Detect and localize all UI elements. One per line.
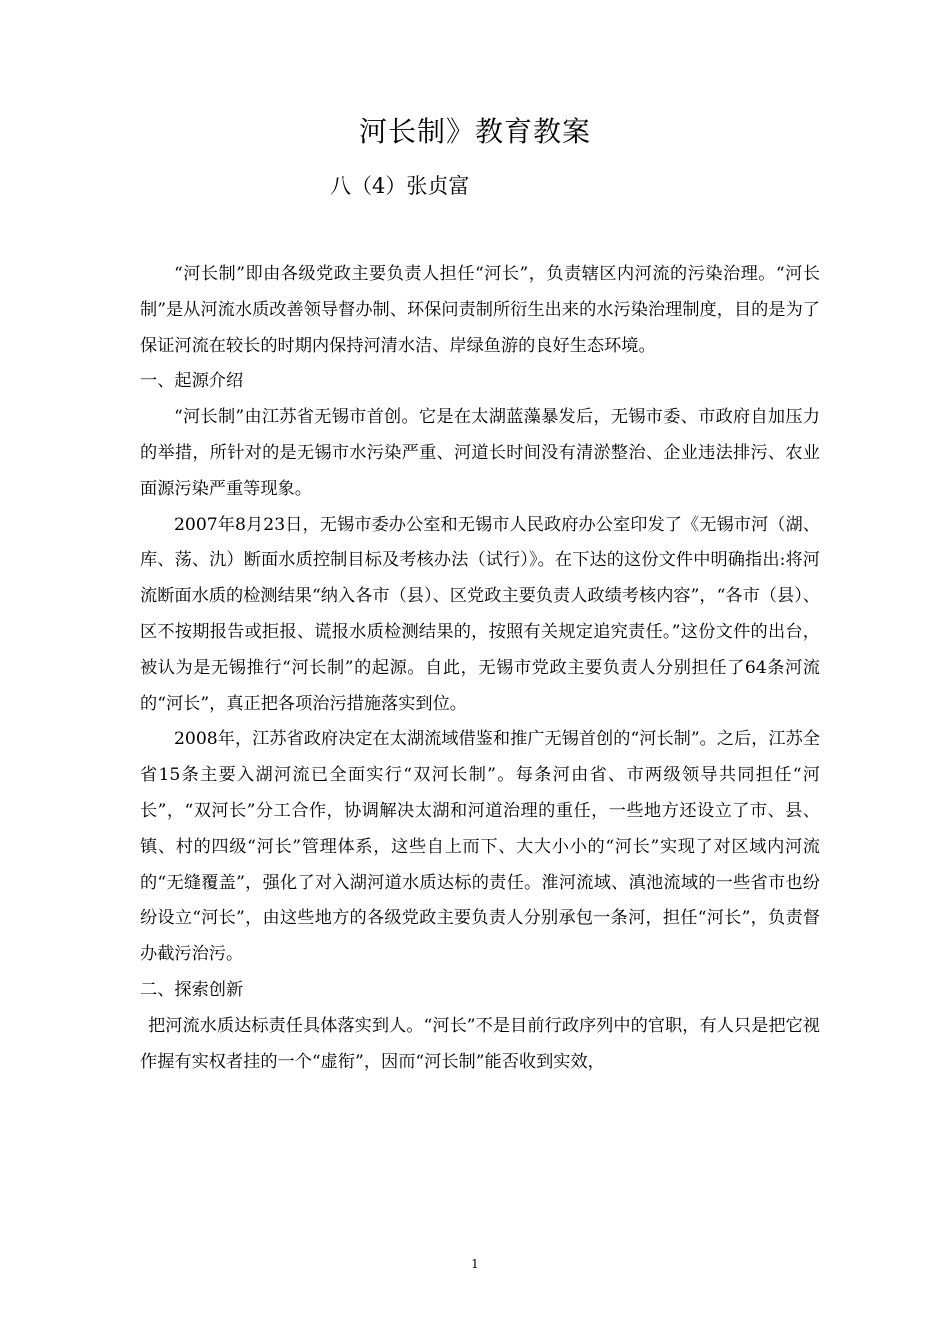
document-author: 八（4）张贞富 [330, 174, 470, 198]
page-number: 1 [471, 1257, 479, 1271]
section-heading-origin: 一、起源介绍 [140, 371, 244, 392]
origin-paragraph-3: 2008年，江苏省政府决定在太湖流域借鉴和推广无锡首创的“河长制”。之后，江苏全省15条主要入湖河流已全面实行“双河长制”。每条河由省、市两级领导共同担任“河长”，“双河长”分工合作，协调解决太湖和河道治理的重任，一些地方还设立了市、县、镇、村的四级“河长”管理体系，这些自上而下、大大小小的“河长”实现了对区域内河流的“无缝覆盖”，强化了对入湖河道水质达标的责任。淮河流域、滇池流域的一些省市也纷纷设立“河长”，由这些地方的各级党政主要负责人分别承包一条河，担任“河长”，负责督办截污治污。 [140, 729, 820, 965]
intro-paragraph: “河长制”即由各级党政主要负责人担任“河长”，负责辖区内河流的污染治理。“河长制”是从河流水质改善领导督办制、环保问责制所衍生出来的水污染治理制度，目的是为了保证河流在较长的时期内保持河清水洁、岸绿鱼游的良好生态环境。 [140, 264, 820, 356]
origin-paragraph-1: “河长制”由江苏省无锡市首创。它是在太湖蓝藻暴发后，无锡市委、市政府自加压力的举措，所针对的是无锡市水污染严重、河道长时间没有清淤整治、企业违法排污、农业面源污染严重等现象。 [140, 407, 820, 499]
section-heading-innovation: 二、探索创新 [140, 979, 244, 1000]
document-body [140, 257, 820, 1080]
innovation-paragraph-1: 把河流水质达标责任具体落实到人。“河长”不是目前行政序列中的官职，有人只是把它视作握有实权者挂的一个“虚衔”，因而“河长制”能否收到实效， [140, 1015, 820, 1072]
origin-paragraph-2: 2007年8月23日，无锡市委办公室和无锡市人民政府办公室印发了《无锡市河（湖、库、荡、氿）断面水质控制目标及考核办法（试行）》。在下达的这份文件中明确指出:将河流断面水质的检测结果“纳入各市（县）、区党政主要负责人政绩考核内容”，“各市（县）、区不按期报告或拒报、谎报水质检测结果的，按照有关规定追究责任。”这份文件的出台，被认为是无锡推行“河长制”的起源。自此，无锡市党政主要负责人分别担任了64条河流的“河长”，真正把各项治污措施落实到位。 [140, 514, 820, 714]
document-title: 河长制》教育教案 [358, 115, 591, 148]
